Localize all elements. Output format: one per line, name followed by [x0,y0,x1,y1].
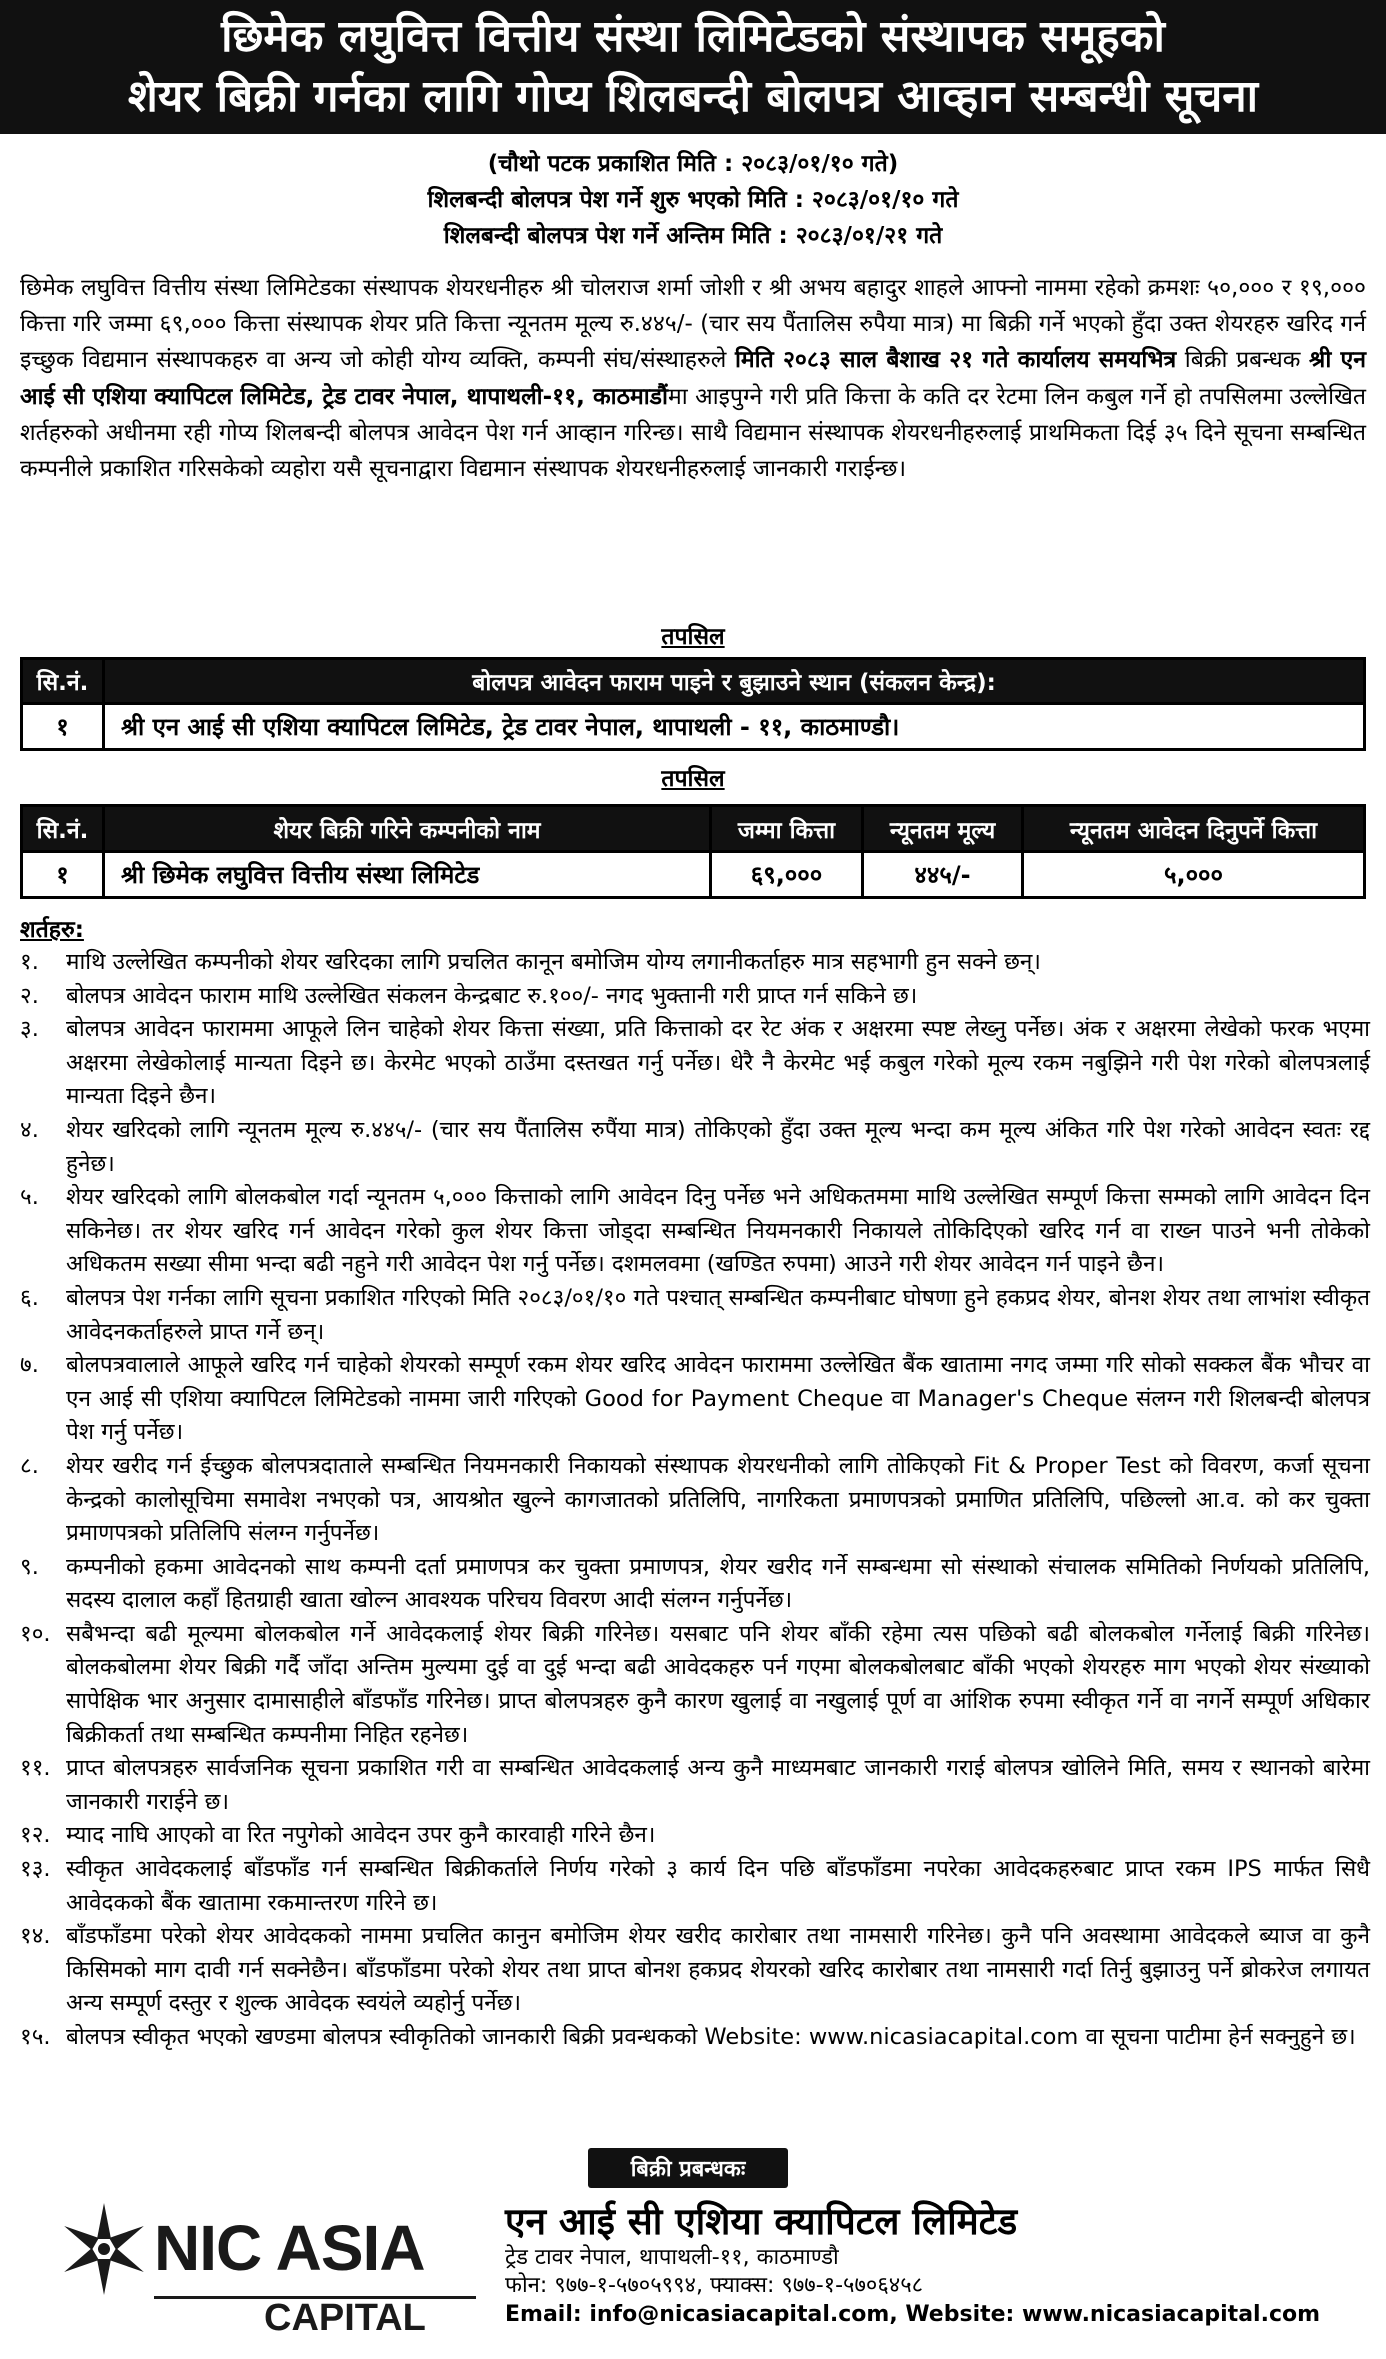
manager-phone: फोन: ९७७-१-५७०५९९४, फ्याक्स: ९७७-१-५७०६४५८ [505,2273,924,2298]
sales-manager-label: बिक्री प्रबन्धकः [588,2148,788,2188]
start-date: शिलबन्दी बोलपत्र पेश गर्ने शुरु भएको मिति : २०८३/०१/१० गते [427,187,959,213]
nic-asia-star-icon [58,2201,150,2297]
schedule-2-title: तपसिल [661,766,725,792]
condition-item [20,1450,1370,1551]
condition-text: बोलपत्र स्वीकृत भएको खण्डमा बोलपत्र स्वीकृतिको जानकारी बिक्री प्रवन्धकको Website: www.nicasiacapital.com वा सूचना पाटीमा हेर्न सक्नुहुने छ। [66,2024,1356,2050]
share-sale-table [20,804,1366,899]
condition-number: १०. [20,1620,51,1647]
condition-text: प्राप्त बोलपत्रहरु सार्वजनिक सूचना प्रकाशित गरी वा सम्बन्धित आवेदकलाई अन्य कुनै माध्यमबाट जानकारी गराई बोलपत्र खोलिने मिति, समय र स्थानको बारेमा जानकारी गराईने छ। [66,1755,1370,1815]
end-date: शिलबन्दी बोलपत्र पेश गर्ने अन्तिम मिति : २०८३/०१/२१ गते [443,223,943,249]
condition-number: ४. [20,1116,39,1143]
intro-text-1: छिमेक लघुवित्त वित्तीय संस्था लिमिटेडका संस्थापक शेयरधनीहरु श्री चोलराज शर्मा जोशी र श्री अभय बहादुर शाहले आफ्नो नाममा रहेको क्रमशः ५०,००० र १९,००० कित्ता गरि जम्मा ६९,००० कित्ता संस्थापक शेयर प्रति कित्ता न्यूनतम मूल्य रु.४४५/- (चार सय पैंतालिस रुपैया मात्र) मा बिक्री गर्ने भएको हुँदा उक्त शेयरहरु खरिद गर्न इच्छुक विद्यमान संस्थापकहरु वा अन्य जो कोही योग्य व्यक्ति, कम्पनी संघ/संस्थाहरुले [20,275,1366,374]
col-company: शेयर बिक्री गरिने कम्पनीको नाम [104,806,711,852]
nic-asia-capital-logo [58,2195,478,2345]
condition-text: बोलपत्र आवेदन फाराममा आफूले लिन चाहेको शेयर कित्ता संख्या, प्रति कित्ताको दर रेट अंक र अक्षरमा स्पष्ट लेख्नु पर्नेछ। अंक र अक्षरमा लेखेको फरक भएमा अक्षरमा लेखेकोलाई मान्यता दिइने छ। केरमेट भएको ठाउँमा दस्तखत गर्नु पर्नेछ। धेरै नै केरमेट भई कबुल गरेको मूल्य रकम नबुझिने गरी पेश गरेको बोलपत्रलाई मान्यता दिइने छैन। [66,1016,1370,1110]
published-date: (चौथो पटक प्रकाशित मिति : २०८३/०१/१० गते) [487,151,899,177]
condition-number: ७. [20,1352,39,1379]
header-line-1: छिमेक लघुवित्त वित्तीय संस्था लिमिटेडको संस्थापक समूहको [221,11,1165,62]
condition-text: सबैभन्दा बढी मूल्यमा बोलकबोल गर्ने आवेदकलाई शेयर बिक्री गरिनेछ। यसबाट पनि शेयर बाँकी रहेमा त्यस पछिको बढी बोलकबोल गर्नेलाई बिक्री गरिनेछ। बोलकबोलमा शेयर बिक्री गर्दै जाँदा अन्तिम मुल्यमा दुई वा दुई भन्दा बढी आवेदकहरु पर्न गएमा बोलकबोलबाट बाँकी भएको शेयरहरु माग भएको शेयर संख्याको सापेक्षिक भार अनुसार दामासाहीले बाँडफाँड गरिनेछ। प्राप्त बोलपत्रहरु कुनै कारण खुलाई वा नखुलाई पूर्ण वा आंशिक रुपमा स्वीकृत गर्ने वा नगर्ने सम्पूर्ण अधिकार बिक्रीकर्ता तथा सम्बन्धित कम्पनीमा निहित रहनेछ। [66,1620,1370,1748]
condition-item [20,1349,1370,1450]
dates-block [0,146,1386,254]
contact-block [505,2200,1375,2330]
condition-number: २. [20,982,39,1009]
row-min-price: ४४५/- [863,852,1023,898]
condition-item [20,1013,1370,1114]
row-sn: १ [22,704,104,750]
col-sn: सि.नं. [22,806,104,852]
col-total-qty: जम्मा कित्ता [711,806,863,852]
notice-header [0,0,1386,134]
header-line-2: शेयर बिक्री गर्नका लागि गोप्य शिलबन्दी बोलपत्र आव्हान सम्बन्धी सूचना [127,71,1259,122]
condition-text: शेयर खरिदको लागि न्यूनतम मूल्य रु.४४५/- (चार सय पैंतालिस रुपैंया मात्र) तोकिएको हुँदा उक्त मूल्य भन्दा कम मूल्य अंकित गरि पेश गरेको आवेदन स्वतः रद्द हुनेछ। [66,1116,1370,1177]
conditions-title: शर्तहरु: [20,917,84,943]
condition-item [20,946,1370,980]
intro-manager-address: श्री एन आई सी एशिया क्यापिटल लिमिटेड, ट्रेड टावर नेपाल, थापाथली-११, काठमाडौं [20,347,1367,410]
condition-number: ९. [20,1553,39,1580]
collection-center-table [20,657,1366,751]
condition-item [20,980,1370,1014]
schedule-1-title: तपसिल [661,624,725,650]
condition-number: ६. [20,1284,39,1311]
condition-item [20,2021,1370,2055]
condition-number: १२. [20,1822,51,1849]
condition-item [20,1819,1370,1853]
condition-item [20,1853,1370,1920]
condition-number: ८. [20,1452,39,1479]
logo-subtitle: CAPITAL [264,2297,426,2339]
condition-number: १५. [20,2024,51,2050]
intro-paragraph [20,270,1366,487]
intro-text-2: बिक्री प्रबन्धक [1176,347,1310,374]
condition-item [20,1618,1370,1752]
manager-email-website: Email: info@nicasiacapital.com, Website: www.nicasiacapital.com [505,2302,1321,2327]
condition-text: बोलपत्र आवेदन फाराम माथि उल्लेखित संकलन केन्द्रबाट रु.१००/- नगद भुक्तानी गरी प्राप्त गर्न सकिने छ। [66,982,918,1009]
condition-item [20,1920,1370,2021]
row-sn: १ [22,852,104,898]
logo-wordmark: NIC ASIA [154,2212,425,2284]
col-min-price: न्यूनतम मूल्य [863,806,1023,852]
condition-text: कम्पनीको हकमा आवेदनको साथ कम्पनी दर्ता प्रमाणपत्र कर चुक्ता प्रमाणपत्र, शेयर खरीद गर्ने सम्बन्धमा सो संस्थाको संचालक समितिको निर्णयको प्रतिलिपि, सदस्य दालाल कहाँ हितग्राही खाता खोल्न आवश्यक परिचय विवरण आदी संलग्न गर्नुपर्नेछ। [66,1553,1370,1614]
condition-text: बोलपत्र पेश गर्नका लागि सूचना प्रकाशित गरिएको मिति २०८३/०१/१० गते पश्चात् सम्बन्धित कम्पनीबाट घोषणा हुने हकप्रद शेयर, बोनश शेयर तथा लाभांश स्वीकृत आवेदनकर्ताहरुले प्राप्त गर्ने छन्। [66,1284,1370,1345]
condition-number: ५. [20,1184,39,1211]
col-sn: सि.नं. [22,659,104,704]
condition-number: ३. [20,1016,39,1043]
condition-number: १. [20,949,39,975]
condition-number: १४. [20,1923,51,1950]
condition-number: ११. [20,1755,51,1782]
condition-text: स्वीकृत आवेदकलाई बाँडफाँड गर्न सम्बन्धित बिक्रीकर्ताले निर्णय गरेको ३ कार्य दिन पछि बाँडफाँडमा नपरेका आवेदकहरुबाट प्राप्त रकम IPS मार्फत सिधै आवेदकको बैंक खातामा रकमान्तरण गरिने छ। [66,1856,1370,1916]
row-min-apply-qty: ५,००० [1023,852,1365,898]
conditions-section [20,914,1370,2055]
condition-text: माथि उल्लेखित कम्पनीको शेयर खरिदका लागि प्रचलित कानून बमोजिम योग्य लगानीकर्ताहरु मात्र सहभागी हुन सक्ने छन्। [66,949,1041,975]
row-place: श्री एन आई सी एशिया क्यापिटल लिमिटेड, ट्रेड टावर नेपाल, थापाथली - ११, काठमाण्डौ। [104,704,1365,750]
condition-number: १३. [20,1856,51,1883]
manager-address: ट्रेड टावर नेपाल, थापाथली-११, काठमाण्डौ [505,2245,839,2270]
condition-item [20,1114,1370,1181]
condition-text: बोलपत्रवालाले आफूले खरिद गर्न चाहेको शेयरको सम्पूर्ण रकम शेयर खरिद आवेदन फाराममा उल्लेखित बैंक खातामा नगद जम्मा गरि सोको सक्कल बैंक भौचर वा एन आई सी एशिया क्यापिटल लिमिटेडको नाममा जारी गरिएको Good for Payment Cheque वा Manager's Cheque संलग्न गरी शिलबन्दी बोलपत्र पेश गर्नु पर्नेछ। [66,1352,1370,1446]
manager-company-name: एन आई सी एशिया क्यापिटल लिमिटेड [505,2200,1018,2243]
condition-item [20,1752,1370,1819]
condition-text: शेयर खरीद गर्न ईच्छुक बोलपत्रदाताले सम्बन्धित नियमनकारी निकायको संस्थापक शेयरधनीको लागि तोकिएको Fit & Proper Test को विवरण, कर्जा सूचना केन्द्रको कालोसूचिमा समावेश नभएको पत्र, आयश्रोत खुल्ने कागजातको प्रतिलिपि, नागरिकता प्रमाणपत्रको प्रमाणित प्रतिलिपि, पछिल्लो आ.व. को कर चुक्ता प्रमाणपत्रको प्रतिलिपि संलग्न गर्नुपर्नेछ। [66,1452,1370,1547]
col-min-apply-qty: न्यूनतम आवेदन दिनुपर्ने कित्ता [1023,806,1365,852]
row-total-qty: ६९,००० [711,852,863,898]
intro-text-3: मा आइपुग्ने गरी प्रति कित्ता के कति दर रेटमा लिन कबुल गर्ने हो तपसिलमा उल्लेखित शर्तहरुको अधीनमा रही गोप्य शिलबन्दी बोलपत्र आवेदन पेश गर्न आव्हान गरिन्छ। साथै विद्यमान संस्थापक शेयरधनीहरुलाई प्राथमिकता दिई ३५ दिने सूचना सम्बन्धित कम्पनीले प्रकाशित गरिसकेको व्यहोरा यसै सूचनाद्वारा विद्यमान संस्थापक शेयरधनीहरुलाई जानकारी गराईन्छ। [20,383,1366,483]
condition-text: म्याद नाघि आएको वा रित नपुगेको आवेदन उपर कुनै कारवाही गरिने छैन। [66,1822,656,1849]
condition-item [20,1551,1370,1618]
condition-item [20,1282,1370,1349]
intro-deadline: मिति २०८३ साल बैशाख २१ गते कार्यालय समयभित्र [734,347,1177,374]
condition-item [20,1181,1370,1282]
condition-text: बाँडफाँडमा परेको शेयर आवेदकको नाममा प्रचलित कानुन बमोजिम शेयर खरीद कारोबार तथा नामसारी गरिनेछ। कुनै पनि अवस्थामा आवेदकले ब्याज वा कुनै किसिमको माग दावी गर्न सक्नेछैन। बाँडफाँडमा परेको शेयर तथा प्राप्त बोनश हकप्रद शेयरको खरिद कारोबार तथा नामसारी गर्दा तिर्नु बुझाउनु पर्ने ब्रोकरेज लगायत अन्य सम्पूर्ण दस्तुर र शुल्क आवेदक स्वयंले व्यहोर्नु पर्नेछ। [66,1923,1370,2017]
condition-text: शेयर खरिदको लागि बोलकबोल गर्दा न्यूनतम ५,००० कित्ताको लागि आवेदन दिनु पर्नेछ भने अधिकतममा माथि उल्लेखित सम्पूर्ण कित्ता सम्मको लागि आवेदन दिन सकिनेछ। तर शेयर खरिद गर्न आवेदन गरेको कुल शेयर कित्ता जोड्दा सम्बन्धित नियमनकारी निकायले तोकिदिएको खरिद गर्न वा राख्न पाउने भनी तोकेको अधिकतम सख्या सीमा भन्दा बढी नहुने गरी आवेदन पेश गर्नु पर्नेछ। दशमलवमा (खण्डित रुपमा) आउने गरी शेयर आवेदन गर्न पाइने छैन। [66,1184,1370,1278]
row-company: श्री छिमेक लघुवित्त वित्तीय संस्था लिमिटेड [104,852,711,898]
col-place: बोलपत्र आवेदन फाराम पाइने र बुझाउने स्थान (संकलन केन्द्र): [104,659,1365,704]
